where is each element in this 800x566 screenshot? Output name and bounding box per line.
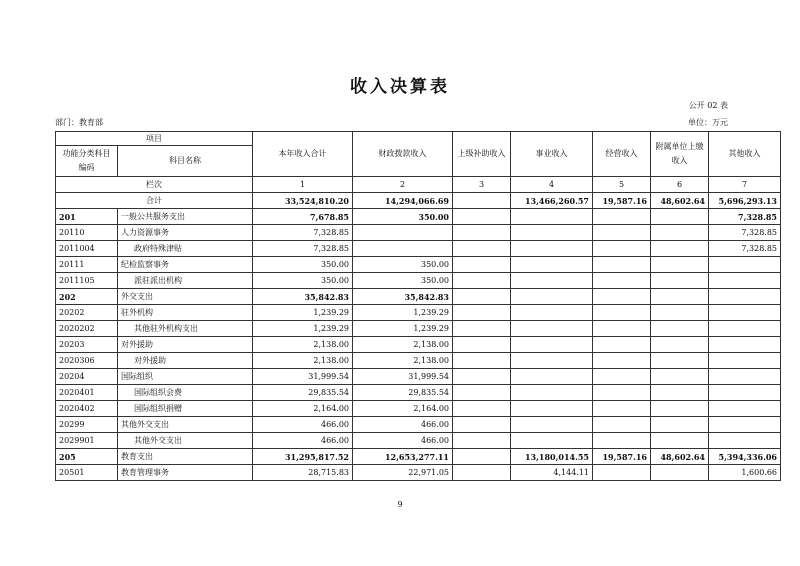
cell-operating [593, 321, 651, 337]
cell-total: 35,842.83 [253, 289, 353, 305]
cell-superior [453, 209, 511, 225]
cell-affiliated [651, 289, 709, 305]
header-other: 其他收入 [709, 132, 781, 177]
cell-subject-name: 其他外交支出 [118, 417, 253, 433]
cell-subject-name: 教育管理事务 [118, 465, 253, 481]
col-number: 4 [511, 177, 593, 193]
cell-total: 33,524,810.20 [253, 193, 353, 209]
cell-code: 20299 [56, 417, 118, 433]
cell-subject-name: 教育支出 [118, 449, 253, 465]
cell-fiscal: 350.00 [353, 273, 453, 289]
cell-superior [453, 353, 511, 369]
cell-code: 2020401 [56, 385, 118, 401]
col-number: 3 [453, 177, 511, 193]
cell-code: 2029901 [56, 433, 118, 449]
table-row [56, 401, 781, 417]
cell-superior [453, 305, 511, 321]
cell-operating: 19,587.16 [593, 193, 651, 209]
cell-subject-name: 一般公共服务支出 [118, 209, 253, 225]
cell-career [511, 241, 593, 257]
form-code: 公开 02 表 [688, 101, 728, 110]
cell-other: 5,696,293.13 [709, 193, 781, 209]
cell-fiscal [353, 241, 453, 257]
cell-career [511, 385, 593, 401]
cell-superior [453, 449, 511, 465]
header-project: 项目 [56, 132, 253, 146]
table-row [56, 385, 781, 401]
cell-fiscal: 2,164.00 [353, 401, 453, 417]
cell-career [511, 337, 593, 353]
cell-other: 7,328.85 [709, 241, 781, 257]
cell-other: 7,328.85 [709, 225, 781, 241]
cell-total: 1,239.29 [253, 305, 353, 321]
header-subject-name: 科目名称 [118, 146, 253, 177]
cell-code: 20110 [56, 225, 118, 241]
cell-subject-name: 其他驻外机构支出 [118, 321, 253, 337]
cell-other [709, 433, 781, 449]
cell-affiliated: 48,602.64 [651, 193, 709, 209]
cell-affiliated [651, 241, 709, 257]
cell-code: 2020402 [56, 401, 118, 417]
cell-superior [453, 433, 511, 449]
col-number: 7 [709, 177, 781, 193]
cell-code: 2011105 [56, 273, 118, 289]
total-row [56, 193, 781, 209]
cell-total: 7,328.85 [253, 241, 353, 257]
cell-code: 20204 [56, 369, 118, 385]
cell-career [511, 417, 593, 433]
cell-total: 29,835.54 [253, 385, 353, 401]
cell-total: 2,164.00 [253, 401, 353, 417]
cell-code: 2020202 [56, 321, 118, 337]
cell-subject-name: 外交支出 [118, 289, 253, 305]
table-row [56, 257, 781, 273]
cell-other [709, 257, 781, 273]
header-total-income: 本年收入合计 [253, 132, 353, 177]
cell-subject-name: 派驻派出机构 [118, 273, 253, 289]
cell-operating [593, 257, 651, 273]
cell-operating [593, 465, 651, 481]
cell-operating [593, 289, 651, 305]
cell-operating [593, 385, 651, 401]
header-superior: 上级补助收入 [453, 132, 511, 177]
cell-superior [453, 385, 511, 401]
cell-career [511, 401, 593, 417]
cell-superior [453, 401, 511, 417]
cell-total: 31,999.54 [253, 369, 353, 385]
cell-other [709, 321, 781, 337]
cell-total: 466.00 [253, 417, 353, 433]
cell-superior [453, 241, 511, 257]
cell-career [511, 209, 593, 225]
cell-code: 20202 [56, 305, 118, 321]
cell-code: 202 [56, 289, 118, 305]
cell-operating [593, 225, 651, 241]
cell-career [511, 273, 593, 289]
cell-affiliated [651, 209, 709, 225]
cell-subject-name: 国际组织捐赠 [118, 401, 253, 417]
cell-career [511, 257, 593, 273]
cell-superior [453, 369, 511, 385]
cell-affiliated [651, 417, 709, 433]
header-row-1 [56, 132, 781, 146]
total-label: 合计 [56, 193, 253, 209]
cell-total: 466.00 [253, 433, 353, 449]
cell-other [709, 401, 781, 417]
cell-other [709, 385, 781, 401]
cell-affiliated [651, 273, 709, 289]
cell-affiliated [651, 385, 709, 401]
cell-total: 31,295,817.52 [253, 449, 353, 465]
cell-operating [593, 305, 651, 321]
cell-operating [593, 241, 651, 257]
cell-fiscal: 2,138.00 [353, 337, 453, 353]
cell-other: 1,600.66 [709, 465, 781, 481]
cell-subject-name: 对外援助 [118, 337, 253, 353]
cell-code: 201 [56, 209, 118, 225]
page-number: 9 [397, 500, 403, 509]
cell-affiliated [651, 353, 709, 369]
cell-fiscal: 14,294,066.69 [353, 193, 453, 209]
header-func-code: 功能分类科目编码 [56, 146, 118, 177]
cell-career [511, 225, 593, 241]
cell-total: 1,239.29 [253, 321, 353, 337]
cell-subject-name: 纪检监察事务 [118, 257, 253, 273]
cell-code: 2011004 [56, 241, 118, 257]
cell-operating [593, 401, 651, 417]
cell-affiliated [651, 225, 709, 241]
cell-code: 205 [56, 449, 118, 465]
col-number: 1 [253, 177, 353, 193]
cell-fiscal: 1,239.29 [353, 321, 453, 337]
cell-code: 2020306 [56, 353, 118, 369]
cell-affiliated [651, 305, 709, 321]
column-number-row [56, 177, 781, 193]
cell-affiliated [651, 257, 709, 273]
department-label: 部门：教育部 [55, 118, 103, 127]
table-row [56, 417, 781, 433]
cell-code: 20501 [56, 465, 118, 481]
table-row [56, 321, 781, 337]
cell-fiscal: 350.00 [353, 209, 453, 225]
cell-career [511, 369, 593, 385]
cell-code: 20203 [56, 337, 118, 353]
cell-career [511, 289, 593, 305]
cell-total: 2,138.00 [253, 337, 353, 353]
cell-subject-name: 人力资源事务 [118, 225, 253, 241]
cell-subject-name: 其他外交支出 [118, 433, 253, 449]
table-row [56, 337, 781, 353]
table-row [56, 273, 781, 289]
cell-total: 350.00 [253, 257, 353, 273]
column-label: 栏次 [56, 177, 253, 193]
cell-affiliated [651, 465, 709, 481]
cell-operating [593, 433, 651, 449]
cell-other: 5,394,336.06 [709, 449, 781, 465]
table-row [56, 449, 781, 465]
cell-operating [593, 417, 651, 433]
cell-operating [593, 369, 651, 385]
cell-fiscal: 466.00 [353, 417, 453, 433]
table-row [56, 289, 781, 305]
cell-code: 20111 [56, 257, 118, 273]
cell-other [709, 369, 781, 385]
col-number: 5 [593, 177, 651, 193]
header-career: 事业收入 [511, 132, 593, 177]
cell-subject-name: 对外援助 [118, 353, 253, 369]
income-table [55, 131, 781, 481]
page-title: 收入决算表 [350, 77, 450, 97]
cell-total: 2,138.00 [253, 353, 353, 369]
cell-superior [453, 289, 511, 305]
cell-superior [453, 417, 511, 433]
cell-subject-name: 国际组织 [118, 369, 253, 385]
cell-fiscal: 35,842.83 [353, 289, 453, 305]
header-operating: 经营收入 [593, 132, 651, 177]
col-number: 2 [353, 177, 453, 193]
cell-fiscal: 1,239.29 [353, 305, 453, 321]
table-row [56, 369, 781, 385]
cell-fiscal: 350.00 [353, 257, 453, 273]
cell-affiliated [651, 433, 709, 449]
cell-affiliated [651, 321, 709, 337]
cell-total: 350.00 [253, 273, 353, 289]
cell-other [709, 337, 781, 353]
cell-superior [453, 257, 511, 273]
cell-superior [453, 337, 511, 353]
cell-fiscal: 22,971.05 [353, 465, 453, 481]
cell-operating [593, 337, 651, 353]
table-row [56, 465, 781, 481]
header-affiliated: 附属单位上缴收入 [651, 132, 709, 177]
cell-fiscal: 466.00 [353, 433, 453, 449]
table-row [56, 433, 781, 449]
table-row [56, 241, 781, 257]
cell-career: 13,180,014.55 [511, 449, 593, 465]
cell-affiliated: 48,602.64 [651, 449, 709, 465]
cell-fiscal: 31,999.54 [353, 369, 453, 385]
header-fiscal: 财政拨款收入 [353, 132, 453, 177]
cell-superior [453, 225, 511, 241]
cell-career [511, 305, 593, 321]
cell-other [709, 353, 781, 369]
table-row [56, 353, 781, 369]
cell-fiscal: 2,138.00 [353, 353, 453, 369]
cell-operating [593, 273, 651, 289]
table-row [56, 305, 781, 321]
cell-fiscal: 29,835.54 [353, 385, 453, 401]
cell-career [511, 433, 593, 449]
cell-affiliated [651, 401, 709, 417]
cell-operating: 19,587.16 [593, 449, 651, 465]
cell-other [709, 273, 781, 289]
cell-superior [453, 465, 511, 481]
cell-operating [593, 353, 651, 369]
cell-subject-name: 国际组织会费 [118, 385, 253, 401]
cell-fiscal [353, 225, 453, 241]
cell-career: 4,144.11 [511, 465, 593, 481]
cell-affiliated [651, 337, 709, 353]
cell-superior [453, 193, 511, 209]
table-row [56, 209, 781, 225]
unit-label: 单位：万元 [688, 118, 728, 127]
cell-superior [453, 273, 511, 289]
cell-other [709, 289, 781, 305]
cell-career [511, 321, 593, 337]
cell-subject-name: 驻外机构 [118, 305, 253, 321]
cell-total: 28,715.83 [253, 465, 353, 481]
cell-affiliated [651, 369, 709, 385]
cell-other: 7,328.85 [709, 209, 781, 225]
col-number: 6 [651, 177, 709, 193]
cell-fiscal: 12,653,277.11 [353, 449, 453, 465]
cell-total: 7,328.85 [253, 225, 353, 241]
cell-operating [593, 209, 651, 225]
cell-superior [453, 321, 511, 337]
cell-subject-name: 政府特殊津贴 [118, 241, 253, 257]
cell-career [511, 353, 593, 369]
cell-career: 13,466,260.57 [511, 193, 593, 209]
cell-other [709, 305, 781, 321]
table-row [56, 225, 781, 241]
cell-other [709, 417, 781, 433]
cell-total: 7,678.85 [253, 209, 353, 225]
